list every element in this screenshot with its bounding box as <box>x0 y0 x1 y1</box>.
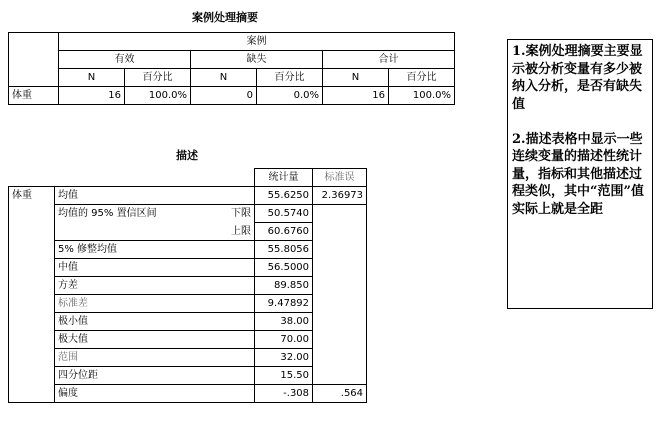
stat-value: 60.6760 <box>255 223 313 241</box>
stat-label: 方差 <box>55 277 255 295</box>
table-row <box>9 241 367 259</box>
stat-label: 极大值 <box>55 331 255 349</box>
table-row <box>9 349 367 367</box>
se-empty <box>313 367 367 385</box>
table-row <box>9 331 367 349</box>
stat-value: 32.00 <box>255 349 313 367</box>
lower-bound-label: 下限 <box>197 205 255 223</box>
case-group-header: 案例 <box>59 33 455 51</box>
stat-value: 55.6250 <box>255 187 313 205</box>
stat-value: 56.5000 <box>255 259 313 277</box>
table-row <box>9 87 455 105</box>
stat-value: 89.850 <box>255 277 313 295</box>
missing-pct-cell: 0.0% <box>257 87 323 105</box>
se-empty <box>313 349 367 367</box>
stat-value: 15.50 <box>255 367 313 385</box>
missing-n-header: N <box>191 69 257 87</box>
stat-value: 38.00 <box>255 313 313 331</box>
stat-label: 5% 修整均值 <box>55 241 255 259</box>
stat-label: 标准差 <box>55 295 255 313</box>
se-header: 标准误 <box>313 169 367 187</box>
row-label: 体重 <box>9 87 59 105</box>
stat-label: 偏度 <box>55 385 255 403</box>
missing-n-cell: 0 <box>191 87 257 105</box>
table-row <box>9 205 367 223</box>
valid-header: 有效 <box>59 51 191 69</box>
table-row <box>9 313 367 331</box>
case-summary-title: 案例处理摘要 <box>192 11 258 24</box>
valid-n-cell: 16 <box>59 87 125 105</box>
valid-pct-header: 百分比 <box>125 69 191 87</box>
table-row <box>9 187 367 205</box>
descriptives-title: 描述 <box>176 149 198 162</box>
note-box: 1.案例处理摘要主要显示被分析变量有多少被纳入分析，是否有缺失值 2.描述表格中显示一些连续变量的描述性统计量，指标和其他描述过程类似，其中“范围”值实际上就是全距 <box>507 39 653 309</box>
stat-header: 统计量 <box>255 169 313 187</box>
se-empty <box>313 259 367 277</box>
valid-pct-cell: 100.0% <box>125 87 191 105</box>
corner-cell <box>9 33 59 87</box>
stat-label: 极小值 <box>55 313 255 331</box>
se-empty <box>313 277 367 295</box>
variable-label: 体重 <box>9 187 55 403</box>
table-row <box>9 367 367 385</box>
se-empty <box>313 331 367 349</box>
se-value: .564 <box>313 385 367 403</box>
stat-label: 均值 <box>55 187 255 205</box>
desc-corner <box>9 169 255 187</box>
total-pct-header: 百分比 <box>389 69 455 87</box>
se-empty <box>313 295 367 313</box>
se-empty <box>313 313 367 331</box>
total-pct-cell: 100.0% <box>389 87 455 105</box>
descriptives-table <box>8 168 367 403</box>
table-row <box>9 277 367 295</box>
se-value: 2.36973 <box>313 187 367 205</box>
case-summary-table <box>8 32 455 105</box>
total-header: 合计 <box>323 51 455 69</box>
valid-n-header: N <box>59 69 125 87</box>
stat-value: 55.8056 <box>255 241 313 259</box>
total-n-header: N <box>323 69 389 87</box>
stat-value: 50.5740 <box>255 205 313 223</box>
table-row <box>9 385 367 403</box>
missing-pct-header: 百分比 <box>257 69 323 87</box>
table-row <box>9 295 367 313</box>
stat-value: 9.47892 <box>255 295 313 313</box>
missing-header: 缺失 <box>191 51 323 69</box>
se-empty <box>313 205 367 223</box>
total-n-cell: 16 <box>323 87 389 105</box>
stat-label: 均值的 95% 置信区间 <box>55 205 197 241</box>
upper-bound-label: 上限 <box>197 223 255 241</box>
stat-value: 70.00 <box>255 331 313 349</box>
se-empty <box>313 223 367 241</box>
stat-value: -.308 <box>255 385 313 403</box>
stat-label: 中值 <box>55 259 255 277</box>
stat-label: 范围 <box>55 349 255 367</box>
se-empty <box>313 241 367 259</box>
stat-label: 四分位距 <box>55 367 255 385</box>
table-row <box>9 259 367 277</box>
